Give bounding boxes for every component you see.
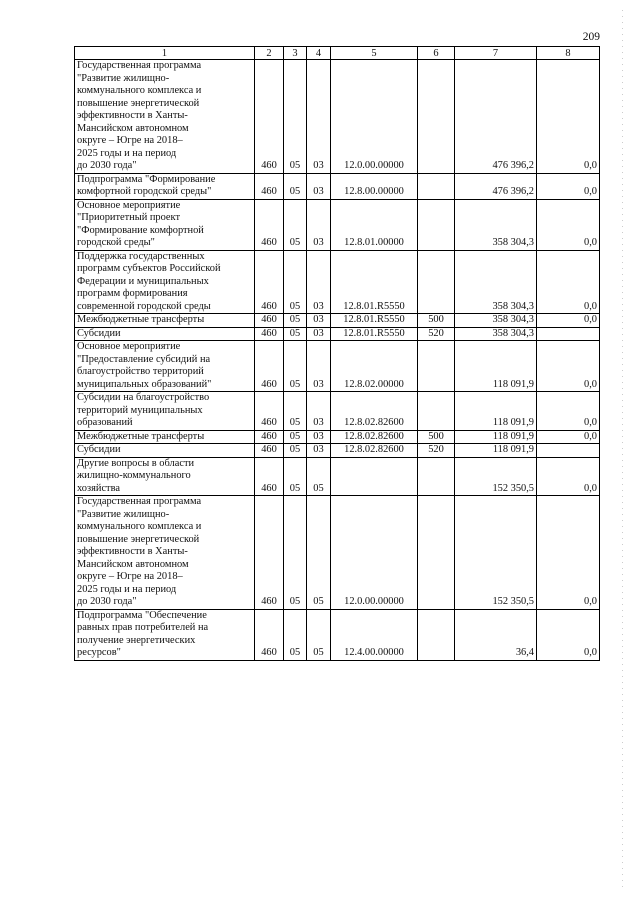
item-name-line: Другие вопросы в области xyxy=(77,457,195,469)
item-name-line: Субсидии xyxy=(77,327,121,339)
column-header: 4 xyxy=(307,47,331,60)
cell-item-name xyxy=(75,327,255,341)
table-row xyxy=(75,199,600,250)
cell-item-name xyxy=(75,496,255,610)
cell-amount: 358 304,3 xyxy=(455,250,537,314)
cell-amount: 118 091,9 xyxy=(455,392,537,431)
cell-amount-2 xyxy=(537,327,600,341)
cell-amount-2: 0,0 xyxy=(537,457,600,496)
cell-target-article: 12.8.02.82600 xyxy=(331,444,418,458)
table-body xyxy=(75,60,600,661)
cell-admin-code: 460 xyxy=(255,341,284,392)
cell-section: 05 xyxy=(284,609,307,660)
cell-target-article: 12.8.00.00000 xyxy=(331,173,418,199)
cell-amount-2: 0,0 xyxy=(537,496,600,610)
column-header: 7 xyxy=(455,47,537,60)
table-row xyxy=(75,341,600,392)
cell-expense-type xyxy=(418,496,455,610)
cell-item-name xyxy=(75,173,255,199)
item-name-line: Государственная программа xyxy=(77,496,202,507)
cell-expense-type xyxy=(418,392,455,431)
cell-item-name xyxy=(75,250,255,314)
cell-target-article: 12.0.00.00000 xyxy=(331,496,418,610)
item-name-line: эффективности в Ханты- xyxy=(77,110,188,121)
cell-admin-code: 460 xyxy=(255,609,284,660)
item-name-line: жилищно-коммунального xyxy=(77,470,191,481)
cell-amount-2 xyxy=(537,444,600,458)
cell-section: 05 xyxy=(284,327,307,341)
cell-amount: 476 396,2 xyxy=(455,60,537,174)
cell-admin-code: 460 xyxy=(255,199,284,250)
cell-target-article: 12.8.01.R5550 xyxy=(331,314,418,328)
cell-amount: 358 304,3 xyxy=(455,314,537,328)
cell-subsection: 03 xyxy=(307,314,331,328)
table-row xyxy=(75,60,600,174)
cell-amount: 358 304,3 xyxy=(455,327,537,341)
cell-expense-type xyxy=(418,60,455,174)
cell-section: 05 xyxy=(284,199,307,250)
cell-subsection: 03 xyxy=(307,199,331,250)
cell-item-name xyxy=(75,457,255,496)
item-name-line: Федерации и муниципальных xyxy=(77,275,209,287)
column-header: 2 xyxy=(255,47,284,60)
cell-subsection: 05 xyxy=(307,496,331,610)
column-header: 3 xyxy=(284,47,307,60)
cell-expense-type: 520 xyxy=(418,327,455,341)
item-name-line: Мансийском автономном xyxy=(77,558,189,570)
item-name-line: "Развитие жилищно- xyxy=(77,72,170,84)
table-row xyxy=(75,496,600,610)
cell-expense-type xyxy=(418,609,455,660)
item-name-line: Субсидии xyxy=(77,444,121,455)
item-name-line: ресурсов" xyxy=(77,647,121,658)
cell-admin-code: 460 xyxy=(255,327,284,341)
cell-target-article xyxy=(331,457,418,496)
cell-item-name xyxy=(75,314,255,328)
cell-section: 05 xyxy=(284,250,307,314)
table-header-row xyxy=(75,47,600,60)
item-name-line: территорий муниципальных xyxy=(77,404,203,416)
cell-amount-2: 0,0 xyxy=(537,609,600,660)
item-name-line: "Предоставление субсидий на xyxy=(77,353,211,365)
item-name-line: коммунального комплекса и xyxy=(77,521,202,532)
cell-subsection: 03 xyxy=(307,327,331,341)
cell-amount-2: 0,0 xyxy=(537,173,600,199)
budget-table xyxy=(74,46,600,661)
cell-item-name xyxy=(75,392,255,431)
cell-item-name xyxy=(75,199,255,250)
item-name-line: Подпрограмма "Формирование xyxy=(77,173,216,185)
cell-amount: 118 091,9 xyxy=(455,444,537,458)
cell-subsection: 03 xyxy=(307,444,331,458)
cell-expense-type: 500 xyxy=(418,314,455,328)
cell-target-article: 12.8.01.R5550 xyxy=(331,250,418,314)
cell-amount-2: 0,0 xyxy=(537,392,600,431)
cell-amount-2: 0,0 xyxy=(537,341,600,392)
item-name-line: равных прав потребителей на xyxy=(77,622,209,633)
cell-item-name xyxy=(75,609,255,660)
cell-section: 05 xyxy=(284,341,307,392)
item-name-line: округе – Югре на 2018– xyxy=(77,571,183,582)
cell-item-name xyxy=(75,341,255,392)
cell-amount: 152 350,5 xyxy=(455,457,537,496)
cell-target-article: 12.8.02.82600 xyxy=(331,392,418,431)
cell-section: 05 xyxy=(284,314,307,328)
cell-expense-type: 500 xyxy=(418,430,455,444)
cell-expense-type xyxy=(418,173,455,199)
item-name-line: получение энергетических xyxy=(77,634,196,646)
cell-expense-type xyxy=(418,457,455,496)
item-name-line: современной городской среды xyxy=(77,300,211,312)
column-header: 8 xyxy=(537,47,600,60)
item-name-line: Субсидии на благоустройство xyxy=(77,392,210,403)
item-name-line: "Приоритетный проект xyxy=(77,212,180,223)
cell-item-name xyxy=(75,60,255,174)
cell-admin-code: 460 xyxy=(255,430,284,444)
column-header: 6 xyxy=(418,47,455,60)
cell-admin-code: 460 xyxy=(255,444,284,458)
cell-section: 05 xyxy=(284,173,307,199)
cell-section: 05 xyxy=(284,444,307,458)
cell-target-article: 12.8.01.00000 xyxy=(331,199,418,250)
cell-admin-code: 460 xyxy=(255,392,284,431)
item-name-line: образований xyxy=(77,417,133,428)
cell-target-article: 12.0.00.00000 xyxy=(331,60,418,174)
item-name-line: 2025 годы и на период xyxy=(77,147,177,159)
item-name-line: "Развитие жилищно- xyxy=(77,508,170,520)
cell-target-article: 12.4.00.00000 xyxy=(331,609,418,660)
item-name-line: повышение энергетической xyxy=(77,97,200,109)
table-row xyxy=(75,392,600,431)
cell-subsection: 03 xyxy=(307,60,331,174)
item-name-line: Основное мероприятие xyxy=(77,199,181,211)
item-name-line: коммунального комплекса и xyxy=(77,85,202,96)
cell-admin-code: 460 xyxy=(255,60,284,174)
item-name-line: Основное мероприятие xyxy=(77,341,181,352)
cell-item-name xyxy=(75,444,255,458)
cell-section: 05 xyxy=(284,430,307,444)
cell-admin-code: 460 xyxy=(255,173,284,199)
cell-admin-code: 460 xyxy=(255,457,284,496)
cell-target-article: 12.8.02.00000 xyxy=(331,341,418,392)
item-name-line: Межбюджетные трансферты xyxy=(77,430,205,442)
item-name-line: повышение энергетической xyxy=(77,533,200,545)
cell-amount: 358 304,3 xyxy=(455,199,537,250)
cell-expense-type xyxy=(418,250,455,314)
item-name-line: Мансийском автономном xyxy=(77,122,189,134)
item-name-line: Поддержка государственных xyxy=(77,250,205,262)
cell-amount-2: 0,0 xyxy=(537,430,600,444)
item-name-line: программ субъектов Российской xyxy=(77,263,221,274)
cell-amount: 36,4 xyxy=(455,609,537,660)
cell-item-name xyxy=(75,430,255,444)
cell-amount-2: 0,0 xyxy=(537,250,600,314)
item-name-line: до 2030 года" xyxy=(77,160,137,171)
cell-section: 05 xyxy=(284,457,307,496)
item-name-line: хозяйства xyxy=(77,482,120,494)
cell-amount: 118 091,9 xyxy=(455,341,537,392)
table-row xyxy=(75,609,600,660)
item-name-line: Государственная программа xyxy=(77,60,202,71)
item-name-line: до 2030 года" xyxy=(77,596,137,607)
table-row xyxy=(75,327,600,341)
cell-subsection: 05 xyxy=(307,457,331,496)
cell-amount: 118 091,9 xyxy=(455,430,537,444)
table-row xyxy=(75,444,600,458)
table-row xyxy=(75,457,600,496)
cell-admin-code: 460 xyxy=(255,250,284,314)
cell-admin-code: 460 xyxy=(255,496,284,610)
column-header: 1 xyxy=(75,47,255,60)
cell-subsection: 03 xyxy=(307,341,331,392)
item-name-line: комфортной городской среды" xyxy=(77,186,212,197)
cell-target-article: 12.8.02.82600 xyxy=(331,430,418,444)
cell-amount: 476 396,2 xyxy=(455,173,537,199)
scan-edge-artifact xyxy=(622,10,623,890)
item-name-line: Подпрограмма "Обеспечение xyxy=(77,609,207,621)
table-row xyxy=(75,314,600,328)
item-name-line: Межбюджетные трансферты xyxy=(77,314,205,325)
item-name-line: городской среды" xyxy=(77,237,155,248)
item-name-line: муниципальных образований" xyxy=(77,378,212,390)
cell-subsection: 03 xyxy=(307,173,331,199)
table-row xyxy=(75,173,600,199)
cell-expense-type: 520 xyxy=(418,444,455,458)
cell-subsection: 05 xyxy=(307,609,331,660)
cell-amount-2: 0,0 xyxy=(537,199,600,250)
item-name-line: благоустройство территорий xyxy=(77,366,204,377)
item-name-line: программ формирования xyxy=(77,288,188,299)
cell-target-article: 12.8.01.R5550 xyxy=(331,327,418,341)
table-row xyxy=(75,250,600,314)
cell-subsection: 03 xyxy=(307,430,331,444)
cell-amount: 152 350,5 xyxy=(455,496,537,610)
page-number: 209 xyxy=(582,31,600,43)
item-name-line: округе – Югре на 2018– xyxy=(77,135,183,146)
cell-admin-code: 460 xyxy=(255,314,284,328)
column-header: 5 xyxy=(331,47,418,60)
table-row xyxy=(75,430,600,444)
cell-subsection: 03 xyxy=(307,392,331,431)
cell-subsection: 03 xyxy=(307,250,331,314)
cell-section: 05 xyxy=(284,496,307,610)
item-name-line: эффективности в Ханты- xyxy=(77,546,188,557)
cell-section: 05 xyxy=(284,392,307,431)
cell-section: 05 xyxy=(284,60,307,174)
cell-amount-2: 0,0 xyxy=(537,60,600,174)
item-name-line: 2025 годы и на период xyxy=(77,583,177,595)
cell-expense-type xyxy=(418,341,455,392)
cell-amount-2: 0,0 xyxy=(537,314,600,328)
cell-expense-type xyxy=(418,199,455,250)
item-name-line: "Формирование комфортной xyxy=(77,224,204,236)
